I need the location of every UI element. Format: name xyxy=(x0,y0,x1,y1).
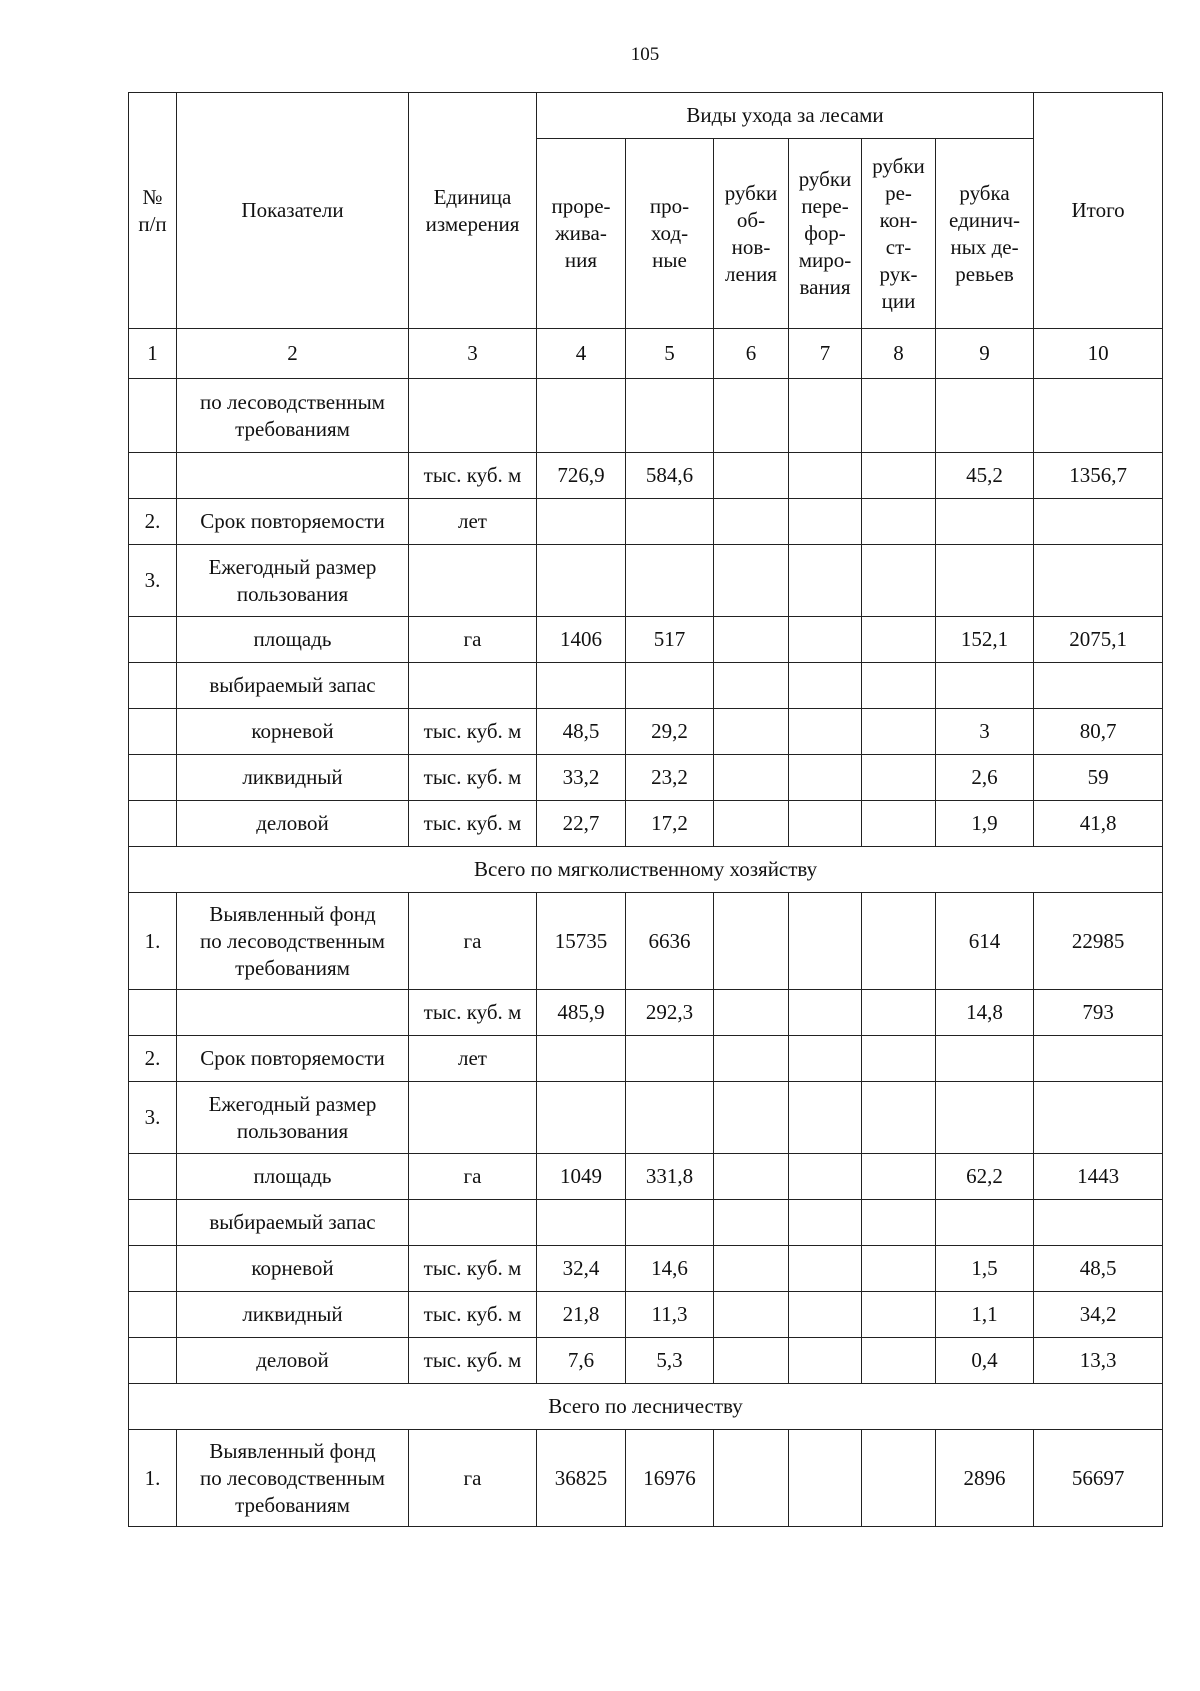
section-title: Всего по мягколиственному хозяйству xyxy=(129,847,1163,893)
row-value: 14,8 xyxy=(936,990,1034,1036)
row-value xyxy=(936,499,1034,545)
row-number xyxy=(129,1292,177,1338)
table-row xyxy=(129,1430,1163,1527)
row-value: 21,8 xyxy=(537,1292,626,1338)
row-number xyxy=(129,1246,177,1292)
row-value xyxy=(936,1036,1034,1082)
row-indicator: Выявленный фонд по лесоводственным требованиям xyxy=(177,1430,409,1527)
row-value xyxy=(789,617,862,663)
row-value xyxy=(789,379,862,453)
row-indicator: Ежегодный размер пользования xyxy=(177,545,409,617)
row-value xyxy=(789,1200,862,1246)
row-value xyxy=(789,1430,862,1527)
column-number: 1 xyxy=(129,329,177,379)
row-value xyxy=(862,453,936,499)
column-number: 3 xyxy=(409,329,537,379)
row-number xyxy=(129,453,177,499)
row-value xyxy=(714,1036,789,1082)
row-value: 41,8 xyxy=(1034,801,1163,847)
header-reconstruction: рубки ре- кон- ст- рук- ции xyxy=(862,139,936,329)
row-unit: тыс. куб. м xyxy=(409,1292,537,1338)
row-value: 34,2 xyxy=(1034,1292,1163,1338)
row-value: 80,7 xyxy=(1034,709,1163,755)
header-passage: про- ход- ные xyxy=(626,139,714,329)
table-row xyxy=(129,893,1163,990)
table-row xyxy=(129,1082,1163,1154)
row-number xyxy=(129,1338,177,1384)
column-number: 9 xyxy=(936,329,1034,379)
row-value xyxy=(789,663,862,709)
row-value xyxy=(936,1200,1034,1246)
row-value: 331,8 xyxy=(626,1154,714,1200)
row-value: 23,2 xyxy=(626,755,714,801)
table-row xyxy=(129,453,1163,499)
row-value: 6636 xyxy=(626,893,714,990)
row-indicator: выбираемый запас xyxy=(177,1200,409,1246)
row-unit: тыс. куб. м xyxy=(409,990,537,1036)
row-value: 2075,1 xyxy=(1034,617,1163,663)
column-number: 4 xyxy=(537,329,626,379)
row-value xyxy=(714,379,789,453)
row-value: 32,4 xyxy=(537,1246,626,1292)
row-value xyxy=(626,379,714,453)
table-row xyxy=(129,1246,1163,1292)
row-value xyxy=(862,1292,936,1338)
column-number: 6 xyxy=(714,329,789,379)
row-value: 1406 xyxy=(537,617,626,663)
row-indicator: ликвидный xyxy=(177,1292,409,1338)
row-value xyxy=(537,1200,626,1246)
row-indicator: корневой xyxy=(177,1246,409,1292)
row-value xyxy=(1034,379,1163,453)
column-number: 5 xyxy=(626,329,714,379)
row-value xyxy=(537,663,626,709)
row-value xyxy=(626,1036,714,1082)
row-value xyxy=(714,801,789,847)
row-value xyxy=(714,1246,789,1292)
table-row xyxy=(129,1154,1163,1200)
row-value xyxy=(789,990,862,1036)
row-value xyxy=(862,545,936,617)
row-value xyxy=(789,545,862,617)
section-row xyxy=(129,847,1163,893)
row-value: 48,5 xyxy=(1034,1246,1163,1292)
row-unit: га xyxy=(409,1430,537,1527)
forest-care-table xyxy=(128,92,1163,1527)
row-value: 14,6 xyxy=(626,1246,714,1292)
row-value xyxy=(862,1036,936,1082)
row-value xyxy=(936,545,1034,617)
header-indicators: Показатели xyxy=(177,93,409,329)
row-indicator: Срок повторяемости xyxy=(177,1036,409,1082)
header-renewal: рубки об- нов- ления xyxy=(714,139,789,329)
row-value xyxy=(862,1154,936,1200)
row-value xyxy=(537,545,626,617)
table-body xyxy=(129,93,1163,1527)
row-value xyxy=(862,1082,936,1154)
table-row xyxy=(129,499,1163,545)
row-value: 3 xyxy=(936,709,1034,755)
row-value: 11,3 xyxy=(626,1292,714,1338)
row-value xyxy=(714,1200,789,1246)
table-row xyxy=(129,1292,1163,1338)
row-value: 15735 xyxy=(537,893,626,990)
row-value: 0,4 xyxy=(936,1338,1034,1384)
row-unit: га xyxy=(409,617,537,663)
row-value: 5,3 xyxy=(626,1338,714,1384)
row-value xyxy=(789,893,862,990)
row-indicator: деловой xyxy=(177,1338,409,1384)
row-value xyxy=(537,1036,626,1082)
row-value: 48,5 xyxy=(537,709,626,755)
row-number: 2. xyxy=(129,1036,177,1082)
row-value: 22985 xyxy=(1034,893,1163,990)
row-value xyxy=(537,379,626,453)
row-unit: тыс. куб. м xyxy=(409,709,537,755)
row-value: 1,1 xyxy=(936,1292,1034,1338)
row-value xyxy=(714,453,789,499)
section-row xyxy=(129,1384,1163,1430)
row-value xyxy=(626,1200,714,1246)
header-reformation: рубки пере- фор- миро- вания xyxy=(789,139,862,329)
table-row xyxy=(129,1338,1163,1384)
row-value xyxy=(789,1292,862,1338)
row-number xyxy=(129,1200,177,1246)
row-value: 292,3 xyxy=(626,990,714,1036)
row-value: 584,6 xyxy=(626,453,714,499)
row-value: 1356,7 xyxy=(1034,453,1163,499)
row-value xyxy=(862,1338,936,1384)
table-row xyxy=(129,801,1163,847)
row-value xyxy=(862,801,936,847)
row-value xyxy=(936,1082,1034,1154)
row-value xyxy=(789,755,862,801)
row-value xyxy=(789,709,862,755)
row-unit xyxy=(409,1200,537,1246)
row-unit: тыс. куб. м xyxy=(409,1246,537,1292)
row-value xyxy=(862,1246,936,1292)
row-value xyxy=(714,1154,789,1200)
row-value: 152,1 xyxy=(936,617,1034,663)
row-value: 13,3 xyxy=(1034,1338,1163,1384)
header-row-1 xyxy=(129,93,1163,139)
row-unit: лет xyxy=(409,499,537,545)
row-value xyxy=(626,663,714,709)
row-value xyxy=(714,990,789,1036)
row-value xyxy=(714,1338,789,1384)
row-value xyxy=(862,663,936,709)
row-value xyxy=(626,545,714,617)
row-value: 45,2 xyxy=(936,453,1034,499)
row-value: 1,9 xyxy=(936,801,1034,847)
row-number: 2. xyxy=(129,499,177,545)
row-value: 2,6 xyxy=(936,755,1034,801)
row-number: 1. xyxy=(129,1430,177,1527)
row-indicator xyxy=(177,990,409,1036)
header-group-forest-care: Виды ухода за лесами xyxy=(537,93,1034,139)
row-value xyxy=(714,499,789,545)
row-number: 1. xyxy=(129,893,177,990)
column-numbers-row xyxy=(129,329,1163,379)
row-value xyxy=(862,709,936,755)
row-value xyxy=(714,617,789,663)
header-unit: Единица измерения xyxy=(409,93,537,329)
header-total: Итого xyxy=(1034,93,1163,329)
row-value xyxy=(714,545,789,617)
row-number xyxy=(129,755,177,801)
row-value: 2896 xyxy=(936,1430,1034,1527)
row-value: 22,7 xyxy=(537,801,626,847)
row-number xyxy=(129,709,177,755)
row-unit: тыс. куб. м xyxy=(409,453,537,499)
row-value xyxy=(789,1338,862,1384)
row-value: 62,2 xyxy=(936,1154,1034,1200)
row-value xyxy=(626,1082,714,1154)
row-value: 36825 xyxy=(537,1430,626,1527)
row-unit xyxy=(409,379,537,453)
row-value: 56697 xyxy=(1034,1430,1163,1527)
row-value: 1443 xyxy=(1034,1154,1163,1200)
row-value: 59 xyxy=(1034,755,1163,801)
row-number xyxy=(129,990,177,1036)
row-value xyxy=(714,663,789,709)
header-num: № п/п xyxy=(129,93,177,329)
row-unit: тыс. куб. м xyxy=(409,1338,537,1384)
table-row xyxy=(129,545,1163,617)
row-value xyxy=(789,1154,862,1200)
row-indicator: по лесоводственным требованиям xyxy=(177,379,409,453)
row-value xyxy=(714,1082,789,1154)
column-number: 10 xyxy=(1034,329,1163,379)
row-value xyxy=(714,1430,789,1527)
row-unit: га xyxy=(409,1154,537,1200)
row-unit xyxy=(409,1082,537,1154)
row-indicator: деловой xyxy=(177,801,409,847)
row-value xyxy=(1034,545,1163,617)
row-value xyxy=(789,801,862,847)
header-thinning: проре- жива- ния xyxy=(537,139,626,329)
row-value: 1049 xyxy=(537,1154,626,1200)
row-value xyxy=(789,499,862,545)
row-value xyxy=(789,1036,862,1082)
table-row xyxy=(129,709,1163,755)
row-value xyxy=(714,709,789,755)
row-value xyxy=(862,1200,936,1246)
row-value xyxy=(862,499,936,545)
row-value: 726,9 xyxy=(537,453,626,499)
row-value xyxy=(1034,1036,1163,1082)
row-value: 517 xyxy=(626,617,714,663)
table-row xyxy=(129,990,1163,1036)
row-unit xyxy=(409,663,537,709)
row-unit: га xyxy=(409,893,537,990)
row-value xyxy=(862,755,936,801)
table-row xyxy=(129,663,1163,709)
row-number xyxy=(129,1154,177,1200)
row-value: 1,5 xyxy=(936,1246,1034,1292)
row-indicator: площадь xyxy=(177,1154,409,1200)
table-row xyxy=(129,379,1163,453)
table-row xyxy=(129,1036,1163,1082)
row-value: 33,2 xyxy=(537,755,626,801)
row-value xyxy=(1034,663,1163,709)
row-value xyxy=(862,1430,936,1527)
row-indicator: площадь xyxy=(177,617,409,663)
row-number xyxy=(129,801,177,847)
row-indicator: Выявленный фонд по лесоводственным требованиям xyxy=(177,893,409,990)
row-unit: тыс. куб. м xyxy=(409,755,537,801)
row-value xyxy=(862,379,936,453)
row-indicator: Ежегодный размер пользования xyxy=(177,1082,409,1154)
row-indicator: корневой xyxy=(177,709,409,755)
row-number xyxy=(129,617,177,663)
row-unit: лет xyxy=(409,1036,537,1082)
row-value xyxy=(537,1082,626,1154)
row-value: 29,2 xyxy=(626,709,714,755)
row-value xyxy=(936,379,1034,453)
column-number: 7 xyxy=(789,329,862,379)
row-value xyxy=(626,499,714,545)
row-number: 3. xyxy=(129,545,177,617)
page-number: 105 xyxy=(630,44,660,65)
section-title: Всего по лесничеству xyxy=(129,1384,1163,1430)
row-value xyxy=(537,499,626,545)
row-value: 485,9 xyxy=(537,990,626,1036)
row-number xyxy=(129,663,177,709)
row-value xyxy=(936,663,1034,709)
row-value xyxy=(789,453,862,499)
row-value xyxy=(789,1082,862,1154)
table-row xyxy=(129,1200,1163,1246)
row-number xyxy=(129,379,177,453)
row-value xyxy=(789,1246,862,1292)
column-number: 2 xyxy=(177,329,409,379)
row-indicator: Срок повторяемости xyxy=(177,499,409,545)
row-unit xyxy=(409,545,537,617)
row-value xyxy=(1034,499,1163,545)
row-value: 614 xyxy=(936,893,1034,990)
row-value xyxy=(714,755,789,801)
row-value xyxy=(862,893,936,990)
row-value: 7,6 xyxy=(537,1338,626,1384)
row-value: 793 xyxy=(1034,990,1163,1036)
row-value xyxy=(714,1292,789,1338)
row-value: 16976 xyxy=(626,1430,714,1527)
header-single-trees: рубка единич- ных де- ревьев xyxy=(936,139,1034,329)
row-value xyxy=(1034,1200,1163,1246)
row-unit: тыс. куб. м xyxy=(409,801,537,847)
row-value xyxy=(862,990,936,1036)
row-value xyxy=(862,617,936,663)
column-number: 8 xyxy=(862,329,936,379)
row-number: 3. xyxy=(129,1082,177,1154)
table-row xyxy=(129,617,1163,663)
row-indicator: ликвидный xyxy=(177,755,409,801)
table-row xyxy=(129,755,1163,801)
row-value xyxy=(714,893,789,990)
row-indicator xyxy=(177,453,409,499)
row-value xyxy=(1034,1082,1163,1154)
row-value: 17,2 xyxy=(626,801,714,847)
row-indicator: выбираемый запас xyxy=(177,663,409,709)
